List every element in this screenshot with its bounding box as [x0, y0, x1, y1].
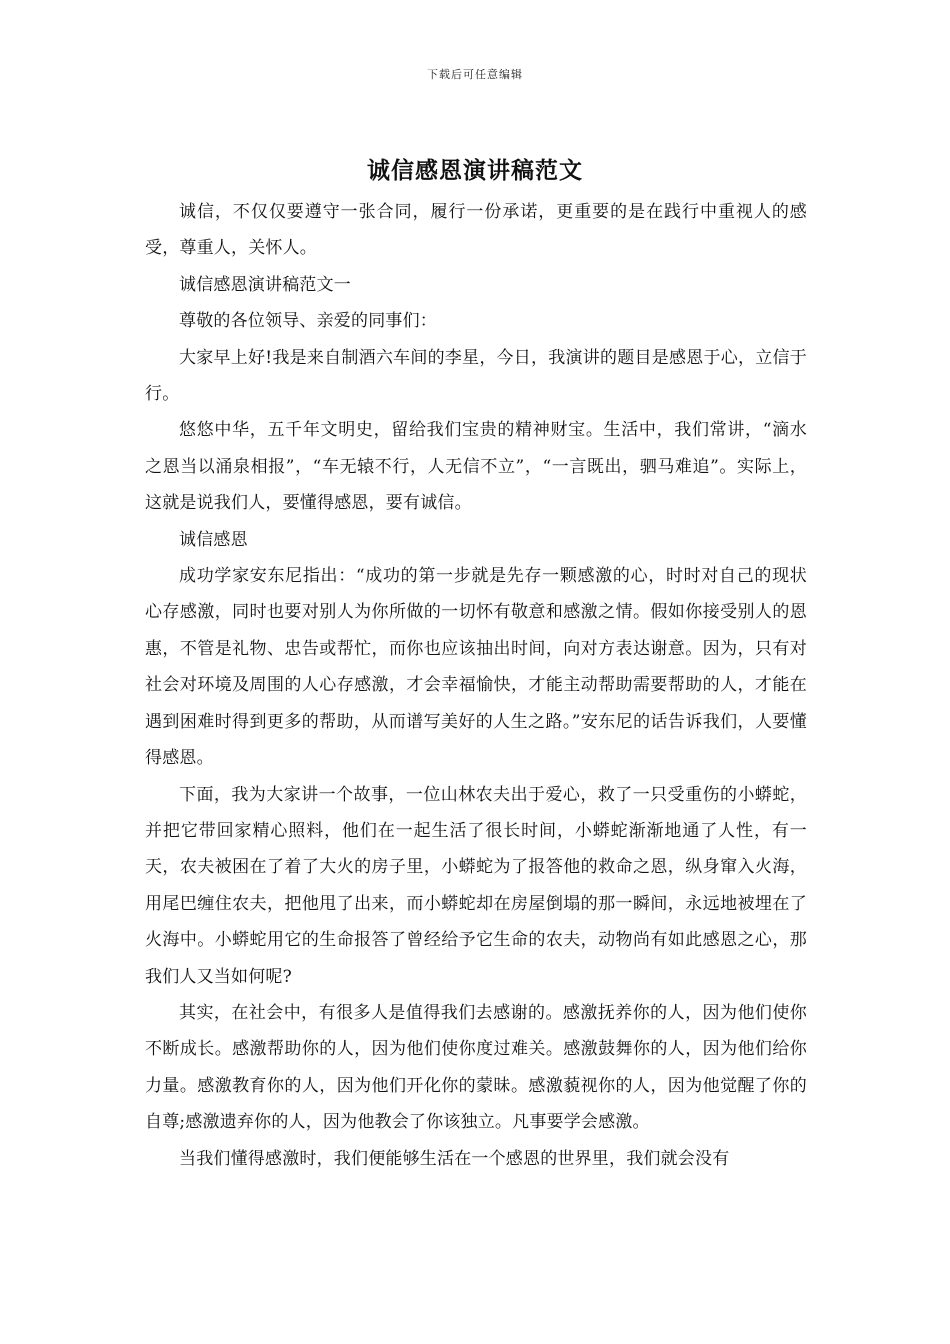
paragraph-salutation: 尊敬的各位领导、亲爱的同事们： [179, 311, 437, 332]
document-body [145, 194, 807, 1177]
paragraph-greeting: 大家早上好!我是来自制酒六车间的李星，今日，我演讲的题目是感恩于心，立信于行。 [145, 347, 807, 405]
paragraph-gratitude-list: 其实，在社会中，有很多人是值得我们去感谢的。感激抚养你的人，因为他们使你不断成长。感激帮助你的人，因为他们使你度过难关。感激鼓舞你的人，因为他们给你力量。感激教育你的人，因为他们开化你的蒙昧。感激藐视你的人，因为他觉醒了你的自尊;感激遗弃你的人，因为他教会了你该独立。凡事要学会感激。 [145, 1002, 807, 1133]
paragraph-chinese-civilization: 悠悠中华，五千年文明史，留给我们宝贵的精神财宝。生活中，我们常讲，“滴水之恩当以涌泉相报”，“车无辕不行，人无信不立”，“一言既出，驷马难追”。实际上，这就是说我们人，要懂得感恩，要有诚信。 [145, 420, 807, 514]
paragraph-anthony-quote: 成功学家安东尼指出：“成功的第一步就是先存一颗感激的心，时时对自己的现状心存感激，同时也要对别人为你所做的一切怀有敬意和感激之情。假如你接受别人的恩惠，不管是礼物、忠告或帮忙，而你也应该抽出时间，向对方表达谢意。因为，只有对社会对环境及周围的人心存感激，才会幸福愉快，才能主动帮助需要帮助的人，才能在遇到困难时得到更多的帮助，从而谱写美好的人生之路。”安东尼的话告诉我们，人要懂得感恩。 [145, 566, 807, 769]
paragraph-intro: 诚信，不仅仅要遵守一张合同，履行一份承诺，更重要的是在践行中重视人的感受，尊重人，关怀人。 [145, 202, 807, 259]
header-note: 下载后可任意编辑 [427, 68, 523, 81]
paragraph-python-story: 下面，我为大家讲一个故事，一位山林农夫出于爱心，救了一只受重伤的小蟒蛇，并把它带回家精心照料，他们在一起生活了很长时间，小蟒蛇渐渐地通了人性，有一天，农夫被困在了着了大火的房子里，小蟒蛇为了报答他的救命之恩，纵身窜入火海，用尾巴缠住农夫，把他甩了出来，而小蟒蛇却在房屋倒塌的那一瞬间，永远地被埋在了火海中。小蟒蛇用它的生命报答了曾经给予它生命的农夫，动物尚有如此感恩之心，那我们人又当如何呢? [145, 784, 807, 987]
paragraph-closing-partial: 当我们懂得感激时，我们便能够生活在一个感恩的世界里，我们就会没有 [179, 1148, 730, 1169]
paragraph-section-heading: 诚信感恩演讲稿范文一 [179, 274, 351, 295]
paragraph-subheading: 诚信感恩 [179, 529, 248, 550]
document-title: 诚信感恩演讲稿范文 [367, 157, 583, 184]
